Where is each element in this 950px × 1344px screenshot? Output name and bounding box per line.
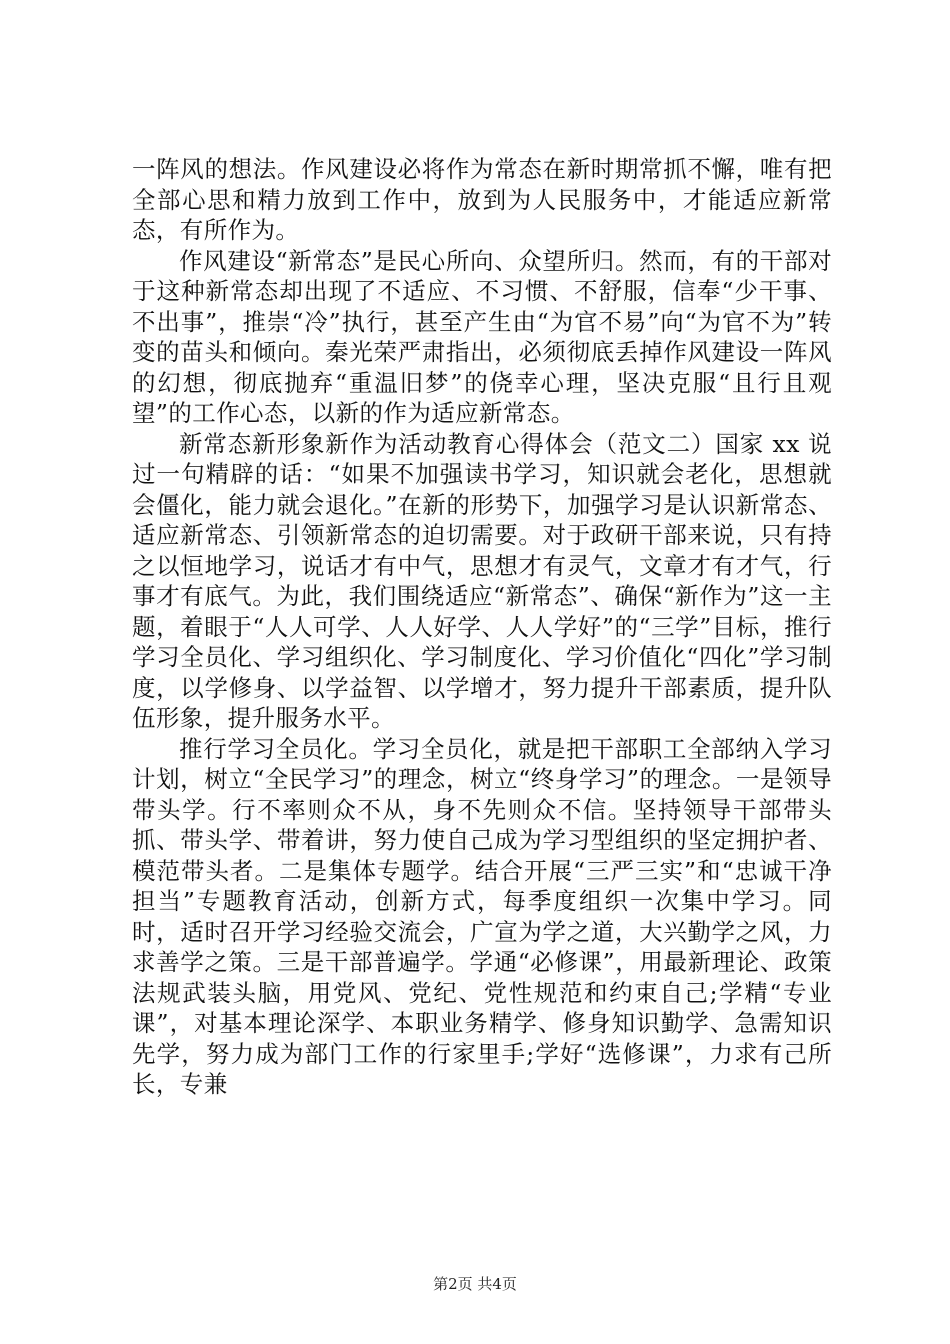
- paragraph-1: 一阵风的想法。作风建设必将作为常态在新时期常抓不懈，唯有把全部心思和精力放到工作中，放到为人民服务中，才能适应新常态，有所作为。: [132, 155, 832, 244]
- paragraph-2: 作风建设“新常态”是民心所向、众望所归。然而，有的干部对于这种新常态却出现了不适应、不习惯、不舒服，信奉“少干事、不出事”，推崇“冷”执行，甚至产生由“为官不易”向“为官不为”转变的苗头和倾向。秦光荣严肃指出，必须彻底丢掉作风建设一阵风的幻想，彻底抛弃“重温旧梦”的侥幸心理，坚决克服“且行且观望”的工作心态，以新的作为适应新常态。: [132, 246, 832, 427]
- page-footer: 第2页 共4页: [433, 1275, 517, 1293]
- paragraph-4: 推行学习全员化。学习全员化，就是把干部职工全部纳入学习计划，树立“全民学习”的理念，树立“终身学习”的理念。一是领导带头学。行不率则众不从，身不先则众不信。坚持领导干部带头抓、带头学、带着讲，努力使自己成为学习型组织的坚定拥护者、模范带头者。二是集体专题学。结合开展“三严三实”和“忠诚干净担当”专题教育活动，创新方式，每季度组织一次集中学习。同时，适时召开学习经验交流会，广宣为学之道，大兴勤学之风，力求善学之策。三是干部普遍学。学通“必修课”，用最新理论、政策法规武装头脑，用党风、党纪、党性规范和约束自己;学精“专业课”，对基本理论深学、本职业务精学、修身知识勤学、急需知识先学，努力成为部门工作的行家里手;学好“选修课”，力求有己所长，专兼: [132, 734, 832, 1098]
- paragraph-3: 新常态新形象新作为活动教育心得体会（范文二）国家 xx 说过一句精辟的话：“如果不加强读书学习，知识就会老化，思想就会僵化，能力就会退化。”在新的形势下，加强学习是认识新常态、适应新常态、引领新常态的迫切需要。对于政研干部来说，只有持之以恒地学习，说话才有中气，思想才有灵气，文章才有才气，行事才有底气。为此，我们围绕适应“新常态”、确保“新作为”这一主题，着眼于“人人可学、人人好学、人人学好”的“三学”目标，推行学习全员化、学习组织化、学习制度化、学习价值化“四化”学习制度，以学修身、以学益智、以学增才，努力提升干部素质，提升队伍形象，提升服务水平。: [132, 429, 832, 732]
- document-body: [132, 154, 832, 1100]
